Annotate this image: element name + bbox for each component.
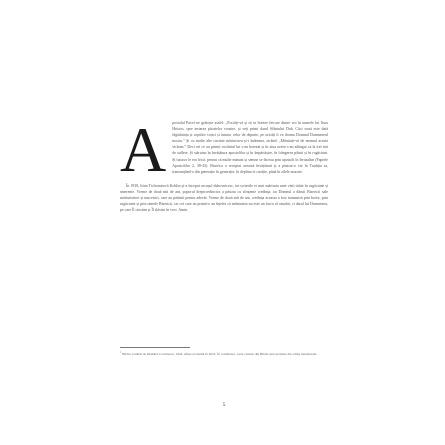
paragraph-1-text: postolul Pavel ne grăiește astfel: „Pocăiți-vă și să se boteze fiecare dintre voi în numele lui Iisus Hristos, spre iertarea păcatelor voastre, și veți primi darul Sfântului Duh. Căci vouă este dată făgăduința și copiilor voștri și tuturor celor de departe, pe oricâți îi va chema Domnul Dumnezeul nostru.” Și cu multe alte cuvinte mărturisea și-i îndemna, zicând: „Mântuiți-vă de neamul acesta viclean.” Deci cei ce au primit cuvântul lui s-au botezat și în ziua aceea s-au adăugat ca la trei mii de suflete. Și stăruiau în învățătura apostolilor și în împărtășire, în frângerea pâinii și în rugăciuni. Și tuturor le era frică, pentru că multe minuni și semne se făceau prin apostoli în Ierusalim (Faptele Apostolilor 2, 38-43). Biserica a receptat această învățătură și a păstrat-o vie în Tradiția sa, transmițând-o din generație în generație, în deplina ei curăție, până în zilele noastre. — [172, 121, 328, 174]
paragraph-1 — [120, 114, 328, 185]
footnote-text: Biblia, tradusă de Dumitru Cornilescu, 1924, ediție revizuită în 2016. În continuare, toate citatele din Biblie sunt preluate din ediția menționată. — [122, 352, 317, 357]
footnote-marker: 1 — [120, 351, 122, 354]
page-body — [120, 114, 328, 213]
footnote-rule — [120, 347, 190, 348]
drop-cap: A — [120, 114, 167, 185]
footnote — [120, 350, 328, 357]
page-number: 5 — [222, 402, 226, 408]
paragraph-2: În 1938, Irina Tichomirovă Koblin și-a început urcușul duhovnicesc, iar scrierile ei sunt mărturia unei vieți trăite în rugăciune și smerenie. Vreme de două mii de ani, poporul dreptcredincios a păstrat cu sfințenie credința, iar Domnul a dăruit Bisericii sale mărturisitori și mucenici, care au pătimit pentru adevăr. Vreme de două mii de ani, credința aceasta a fost transmisă prin botez, prin rugăciune și prin tainele Bisericii, iar cei care au primit-o au înțeles că mântuirea nu este un lucru al omului, ci darul lui Dumnezeu, pe care Îl cinstim și Îl slăvim în veci. Amin. — [120, 183, 328, 213]
